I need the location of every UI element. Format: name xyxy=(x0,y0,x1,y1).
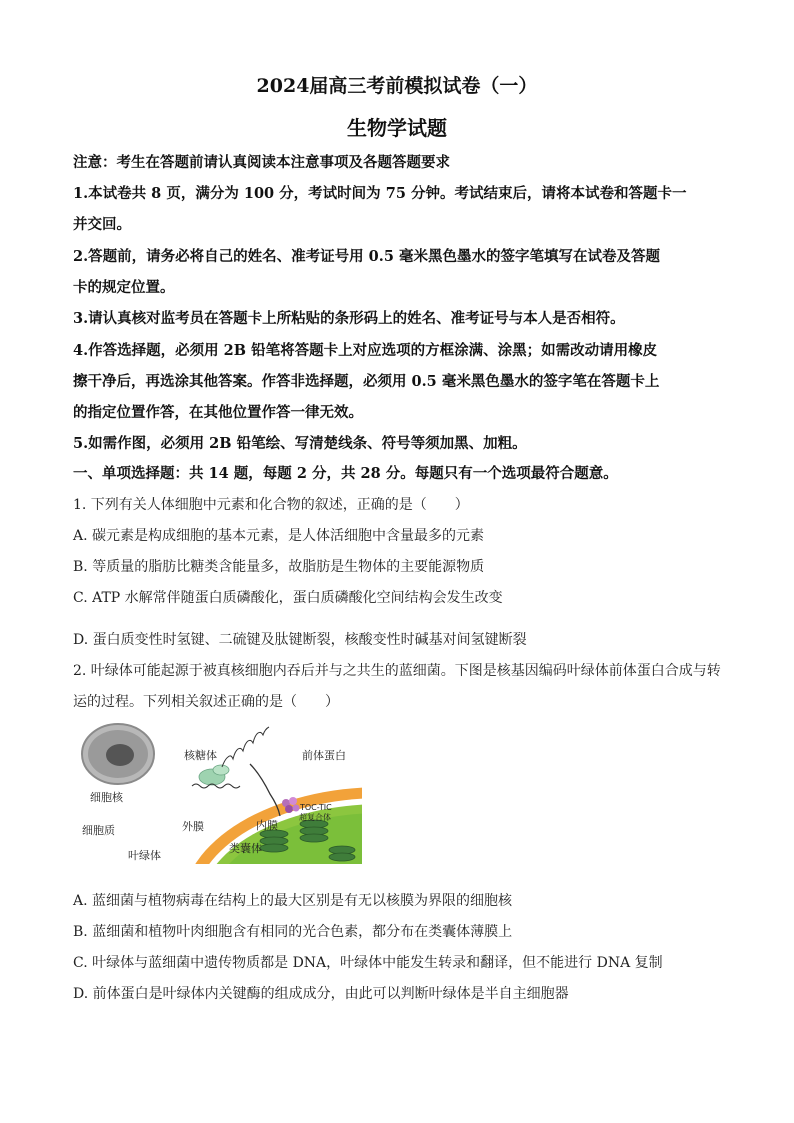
q2-stem-line-1: 2. 叶绿体可能起源于被真核细胞内吞后并与之共生的蓝细菌。下图是核基因编码叶绿体前体蛋白合成与转 xyxy=(73,663,721,679)
label-toc-tic: TOC-TIC xyxy=(300,803,332,812)
label-super-complex: 超复合体 xyxy=(299,813,331,822)
section-heading: 一、单项选择题：共 14 题，每题 2 分，共 28 分。每题只有一个选项最符合题意。 xyxy=(73,465,618,482)
label-thylakoid: 类囊体 xyxy=(229,842,262,855)
q2-option-d: D. 前体蛋白是叶绿体内关键酶的组成成分，由此可以判断叶绿体是半自主细胞器 xyxy=(73,986,569,1002)
label-precursor: 前体蛋白 xyxy=(302,749,346,762)
chloroplast-import-diagram xyxy=(72,722,362,864)
q2-option-a: A. 蓝细菌与植物病毒在结构上的最大区别是有无以核膜为界限的细胞核 xyxy=(73,893,513,909)
q2-stem-line-2: 运的过程。下列相关叙述正确的是（ ） xyxy=(73,694,339,710)
thylakoid-stack-1 xyxy=(260,830,288,852)
q1-option-d: D. 蛋白质变性时氢键、二硫键及肽键断裂，核酸变性时碱基对间氢键断裂 xyxy=(73,632,527,648)
label-ribosome: 核糖体 xyxy=(184,749,217,762)
nucleus-shape xyxy=(106,744,134,766)
notice-line-4: 卡的规定位置。 xyxy=(73,279,175,296)
q1-stem: 1. 下列有关人体细胞中元素和化合物的叙述，正确的是（ ） xyxy=(73,497,469,513)
label-inner-membrane: 内膜 xyxy=(256,819,278,832)
notice-line-9: 5.如需作图，必须用 2B 铅笔绘、写清楚线条、符号等须加黑、加粗。 xyxy=(73,435,527,452)
notice-line-2: 并交回。 xyxy=(73,216,131,233)
q2-option-b: B. 蓝细菌和植物叶肉细胞含有相同的光合色素，都分布在类囊体薄膜上 xyxy=(73,924,513,940)
ribosome-shape xyxy=(199,765,229,785)
notice-line-5: 3.请认真核对监考员在答题卡上所粘贴的条形码上的姓名、准考证号与本人是否相符。 xyxy=(73,310,625,327)
label-cytoplasm: 细胞质 xyxy=(82,824,115,837)
notice-line-1: 1.本试卷共 8 页，满分为 100 分，考试时间为 75 分钟。考试结束后，请将本试卷和答题卡一 xyxy=(73,185,687,202)
notice-line-3: 2.答题前，请务必将自己的姓名、准考证号用 0.5 毫米黑色墨水的签字笔填写在试卷及答题 xyxy=(73,248,660,265)
label-nucleus: 细胞核 xyxy=(90,791,123,804)
q2-option-c: C. 叶绿体与蓝细菌中遗传物质都是 DNA，叶绿体中能发生转录和翻译，但不能进行 DNA 复制 xyxy=(73,955,663,971)
notice-line-6: 4.作答选择题，必须用 2B 铅笔将答题卡上对应选项的方框涂满、涂黑；如需改动请用橡皮 xyxy=(73,342,658,359)
notice-heading: 注意：考生在答题前请认真阅读本注意事项及各题答题要求 xyxy=(73,154,450,171)
q1-option-b: B. 等质量的脂肪比糖类含能量多，故脂肪是生物体的主要能源物质 xyxy=(73,559,485,575)
q1-option-a: A. 碳元素是构成细胞的基本元素，是人体活细胞中含量最多的元素 xyxy=(73,528,485,544)
label-chloroplast: 叶绿体 xyxy=(128,849,161,862)
exam-title: 2024届高三考前模拟试卷（一） xyxy=(256,75,538,97)
label-outer-membrane: 外膜 xyxy=(182,820,204,833)
notice-line-7: 擦干净后，再选涂其他答案。作答非选择题，必须用 0.5 毫米黑色墨水的签字笔在答题卡上 xyxy=(73,373,660,390)
precursor-chain xyxy=(222,727,269,767)
notice-line-8: 的指定位置作答，在其他位置作答一律无效。 xyxy=(73,404,363,421)
exam-subject: 生物学试题 xyxy=(347,116,447,140)
thylakoid-stack-2 xyxy=(300,820,328,842)
q1-option-c: C. ATP 水解常伴随蛋白质磷酸化，蛋白质磷酸化空间结构会发生改变 xyxy=(73,590,503,606)
